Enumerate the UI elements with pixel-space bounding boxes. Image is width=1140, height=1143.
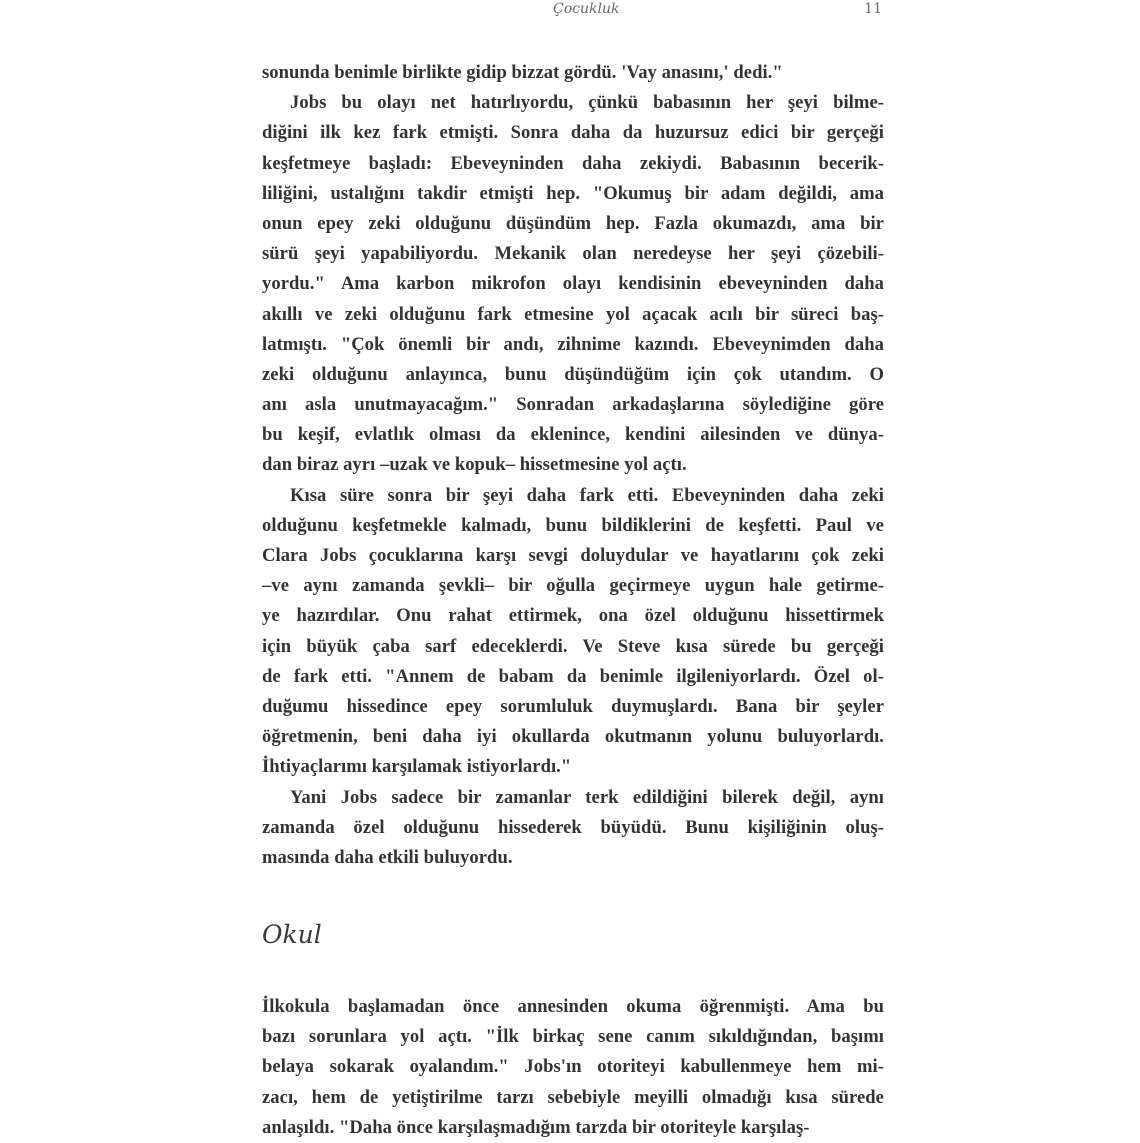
- text-line: duğumu hissedince epey sorumluluk duymuşlardı. Bana bir şeyler: [262, 695, 884, 717]
- text-line: öğretmenin, beni daha iyi okullarda okutmanın yolunu buluyorlardı.: [262, 726, 884, 748]
- text-line: sürü şeyi yapabiliyordu. Mekanik olan neredeyse her şeyi çözebili-: [262, 243, 884, 265]
- text-line: latmıştı. "Çok önemli bir andı, zihnime kazındı. Ebeveynimden daha: [262, 333, 884, 355]
- paragraph: [262, 481, 884, 783]
- text-line: ye hazırdılar. Onu rahat ettirmek, ona özel olduğunu hissettirmek: [262, 605, 884, 627]
- text-line: masında daha etkili buluyordu.: [262, 846, 513, 868]
- text-line: için büyük çaba sarf edeceklerdi. Ve Steve kısa sürede bu gerçeği: [262, 635, 884, 657]
- text-line: anlaşıldı. "Daha önce karşılaşmadığım tarzda bir otoriteyle karşılaş-: [262, 1116, 810, 1138]
- paragraph: [262, 992, 884, 1143]
- body-text: [262, 58, 884, 873]
- running-title: Çocukluk: [553, 1, 620, 17]
- paragraph: [262, 58, 884, 88]
- text-line: –ve aynı zamanda şevkli– bir oğulla geçirmeye uygun hale getirme-: [262, 575, 884, 597]
- text-line: belaya sokarak oyalandım." Jobs'ın otoriteyi kabullenmeye hem mi-: [262, 1056, 884, 1078]
- page-number: 11: [864, 1, 882, 17]
- text-line: bu keşif, evlatlık olması da eklenince, kendini ailesinden ve dünya-: [262, 424, 884, 446]
- text-line: diğini ilk kez fark etmişti. Sonra daha da huzursuz edici bir gerçeği: [262, 122, 884, 144]
- text-line: zamanda özel olduğunu hissederek büyüdü. Bunu kişiliğinin oluş-: [262, 816, 884, 838]
- text-line: zacı, hem de yetiştirilme tarzı sebebiyle meyilli olmadığı kısa sürede: [262, 1086, 884, 1108]
- text-line: keşfetmeye başladı: Ebeveyninden daha zekiydi. Babasının becerik-: [262, 152, 884, 174]
- text-line: akıllı ve zeki olduğunu fark etmesine yol açacak acılı bir süreci baş-: [262, 303, 884, 325]
- text-line: sonunda benimle birlikte gidip bizzat gördü. 'Vay anasını,' dedi.": [262, 62, 783, 83]
- text-line: Clara Jobs çocuklarına karşı sevgi doluydular ve hayatlarını çok zeki: [262, 545, 884, 566]
- text-line: anı asla unutmayacağım." Sonradan arkadaşlarına söylediğine göre: [262, 394, 884, 416]
- text-line: bazı sorunlara yol açtı. "İlk birkaç sene canım sıkıldığından, başımı: [262, 1026, 884, 1048]
- text-line: İhtiyaçlarımı karşılamak istiyorlardı.": [262, 756, 572, 778]
- text-line: Jobs bu olayı net hatırlıyordu, çünkü babasının her şeyi bilme-: [290, 92, 884, 114]
- paragraph: [262, 783, 884, 874]
- running-head: [262, 0, 882, 22]
- text-line: Yani Jobs sadece bir zamanlar terk edildiğini bilerek değil, aynı: [290, 786, 884, 808]
- text-line: de fark etti. "Annem de babam da benimle ilgileniyorlardı. Özel ol-: [262, 665, 884, 687]
- text-line: İlkokula başlamadan önce annesinden okuma öğrenmişti. Ama bu: [262, 996, 884, 1017]
- text-line: Kısa süre sonra bir şeyi daha fark etti. Ebeveyninden daha zeki: [290, 484, 884, 506]
- text-line: liliğini, ustalığını takdir etmişti hep. "Okumuş bir adam değildi, ama: [262, 182, 884, 204]
- text-line: onun epey zeki olduğunu düşündüm hep. Fazla okumazdı, ama bir: [262, 212, 884, 234]
- text-line: zeki olduğunu anlayınca, bunu düşündüğüm için çok utandım. O: [262, 363, 884, 385]
- text-line: yordu." Ama karbon mikrofon olayı kendisinin ebeveyninden daha: [262, 273, 884, 295]
- paragraph: [262, 88, 884, 480]
- text-line: olduğunu keşfetmekle kalmadı, bunu bildiklerini de keşfetti. Paul ve: [262, 514, 884, 536]
- section-heading: Okul: [262, 920, 322, 949]
- text-line: dan biraz ayrı –uzak ve kopuk– hissetmesine yol açtı.: [262, 454, 687, 476]
- section-body-text: [262, 992, 884, 1143]
